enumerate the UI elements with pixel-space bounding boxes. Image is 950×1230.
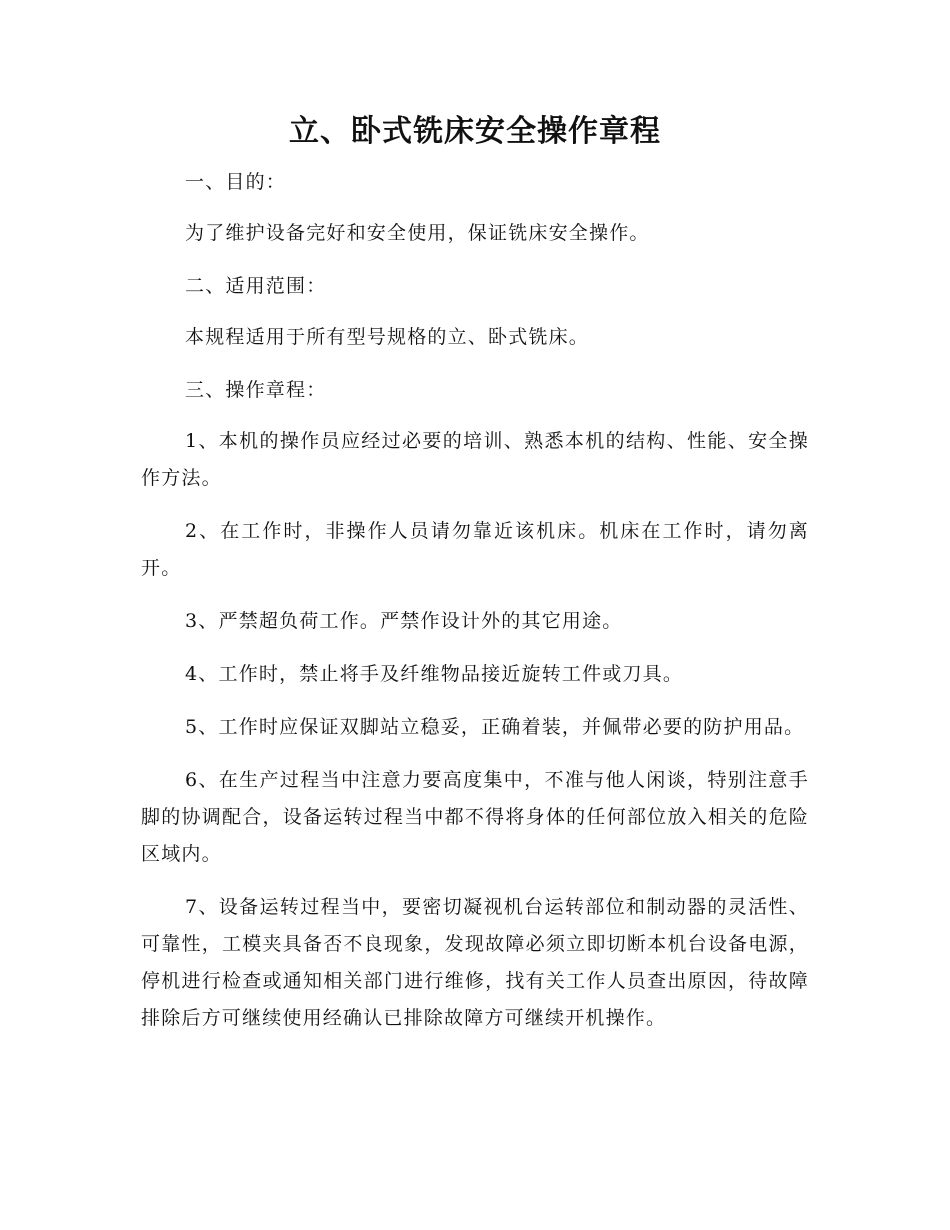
procedure-heading: 三、操作章程： [185, 379, 327, 401]
purpose-text: 为了维护设备完好和安全使用，保证铣床安全操作。 [185, 222, 650, 244]
rule-3: 3、严禁超负荷工作。严禁作设计外的其它用途。 [185, 610, 623, 632]
purpose-heading: 一、目的： [185, 171, 287, 193]
document-title: 立、卧式铣床安全操作章程 [289, 114, 661, 149]
rule-5: 5、工作时应保证双脚站立稳妥，正确着装，并佩带必要的防护用品。 [185, 716, 805, 738]
rule-7: 7、设备运转过程当中，要密切凝视机台运转部位和制动器的灵活性、可靠性，工模夹具备否不良现象，发现故障必须立即切断本机台设备电源，停机进行检查或通知相关部门进行维修，找有关工作人员查出原因，待故障排除后方可继续使用经确认已排除故障方可继续开机操作。 [141, 896, 809, 1029]
rule-2: 2、在工作时，非操作人员请勿靠近该机床。机床在工作时，请勿离开。 [141, 520, 809, 579]
document-body [141, 164, 809, 1053]
rule-6: 6、在生产过程当中注意力要高度集中，不准与他人闲谈，特别注意手脚的协调配合，设备运转过程当中都不得将身体的任何部位放入相关的危险区域内。 [141, 769, 809, 865]
rule-4: 4、工作时，禁止将手及纤维物品接近旋转工件或刀具。 [185, 663, 684, 685]
scope-text: 本规程适用于所有型号规格的立、卧式铣床。 [185, 326, 590, 348]
rule-1: 1、本机的操作员应经过必要的培训、熟悉本机的结构、性能、安全操作方法。 [141, 430, 809, 489]
scope-heading: 二、适用范围： [185, 275, 327, 297]
